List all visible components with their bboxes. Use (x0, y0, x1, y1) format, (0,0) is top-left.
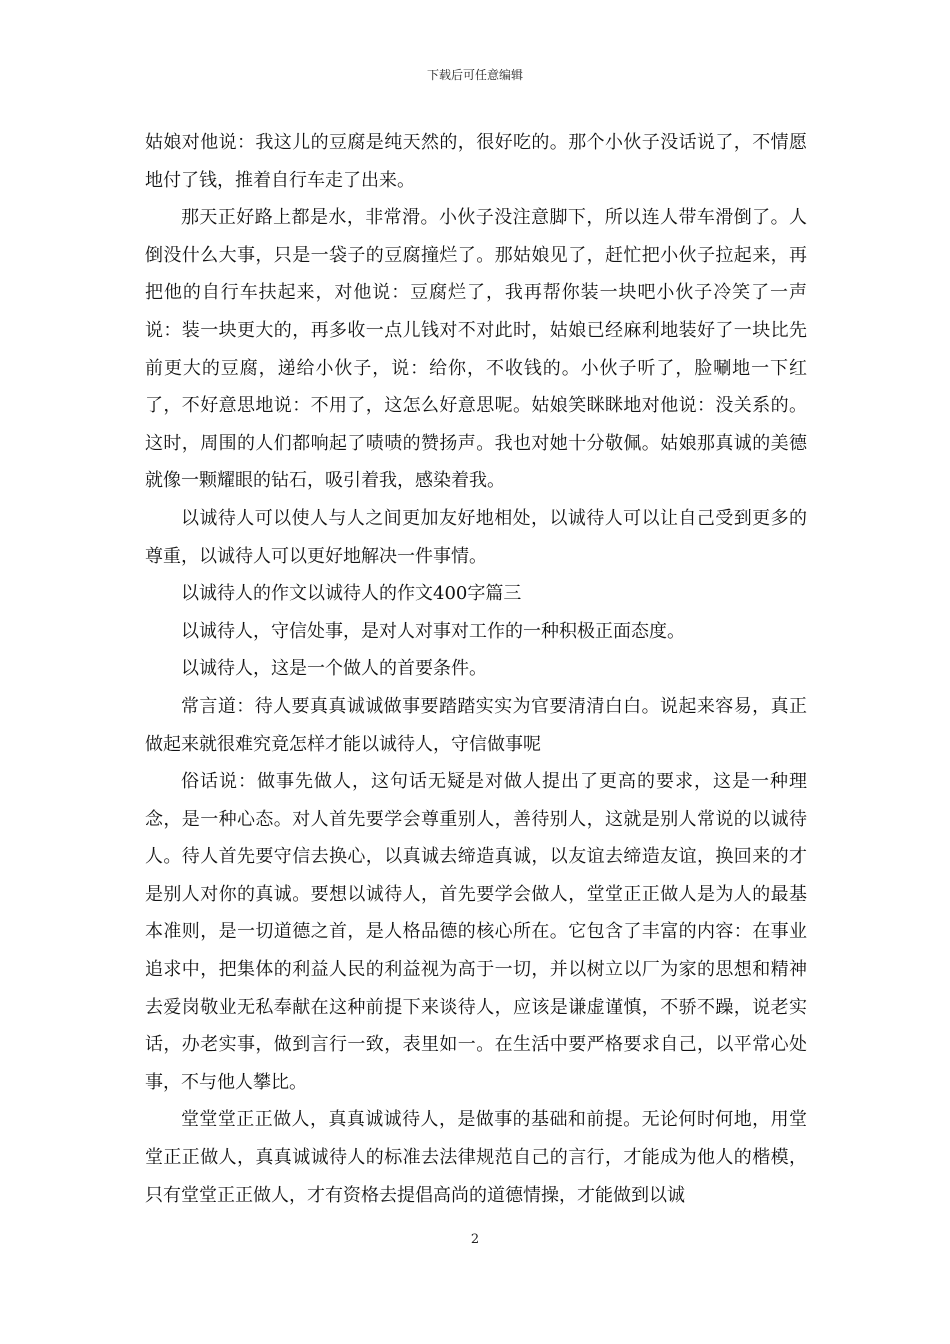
paragraph: 姑娘对他说：我这儿的豆腐是纯天然的，很好吃的。那个小伙子没话说了，不情愿地付了钱，推着自行车走了出来。 (145, 132, 807, 191)
document-body (145, 124, 807, 1214)
paragraph: 堂堂堂正正做人，真真诚诚待人，是做事的基础和前提。无论何时何地，用堂堂正正做人，真真诚诚待人的标准去法律规范自己的言行，才能成为他人的楷模，只有堂堂正正做人，才有资格去提倡高尚的道德情操，才能做到以诚 (145, 1109, 807, 1206)
paragraph: 以诚待人，守信处事，是对人对事对工作的一种积极正面态度。 (181, 620, 685, 642)
page-number: 2 (470, 1232, 480, 1247)
paragraph: 以诚待人，这是一个做人的首要条件。 (181, 658, 487, 680)
page-header: 下载后可任意编辑 (426, 68, 523, 82)
paragraph: 那天正好路上都是水，非常滑。小伙子没注意脚下，所以连人带车滑倒了。人倒没什么大事，只是一袋子的豆腐撞烂了。那姑娘见了，赶忙把小伙子拉起来，再把他的自行车扶起来，对他说：豆腐烂了，我再帮你装一块吧小伙子冷笑了一声说：装一块更大的，再多收一点儿钱对不对此时，姑娘已经麻利地装好了一块比先前更大的豆腐，递给小伙子，说：给你，不收钱的。小伙子听了，脸唰地一下红了，不好意思地说：不用了，这怎么好意思呢。姑娘笑眯眯地对他说：没关系的。这时，周围的人们都响起了啧啧的赞扬声。我也对她十分敬佩。姑娘那真诚的美德就像一颗耀眼的钻石，吸引着我，感染着我。 (145, 207, 807, 492)
section-heading: 以诚待人的作文以诚待人的作文400字篇三 (181, 583, 522, 605)
paragraph: 常言道：待人要真真诚诚做事要踏踏实实为官要清清白白。说起来容易，真正做起来就很难究竟怎样才能以诚待人，守信做事呢 (145, 695, 807, 755)
paragraph: 以诚待人可以使人与人之间更加友好地相处，以诚待人可以让自己受到更多的尊重，以诚待人可以更好地解决一件事情。 (145, 507, 807, 567)
paragraph: 俗话说：做事先做人，这句话无疑是对做人提出了更高的要求，这是一种理念，是一种心态。对人首先要学会尊重别人，善待别人，这就是别人常说的以诚待人。待人首先要守信去换心，以真诚去缔造真诚，以友谊去缔造友谊，换回来的才是别人对你的真诚。要想以诚待人，首先要学会做人，堂堂正正做人是为人的最基本准则，是一切道德之首，是人格品德的核心所在。它包含了丰富的内容：在事业追求中，把集体的利益人民的利益视为高于一切，并以树立以厂为家的思想和精神去爱岗敬业无私奉献在这种前提下来谈待人，应该是谦虚谨慎，不骄不躁，说老实话，办老实事，做到言行一致，表里如一。在生活中要严格要求自己，以平常心处事，不与他人攀比。 (145, 771, 807, 1093)
